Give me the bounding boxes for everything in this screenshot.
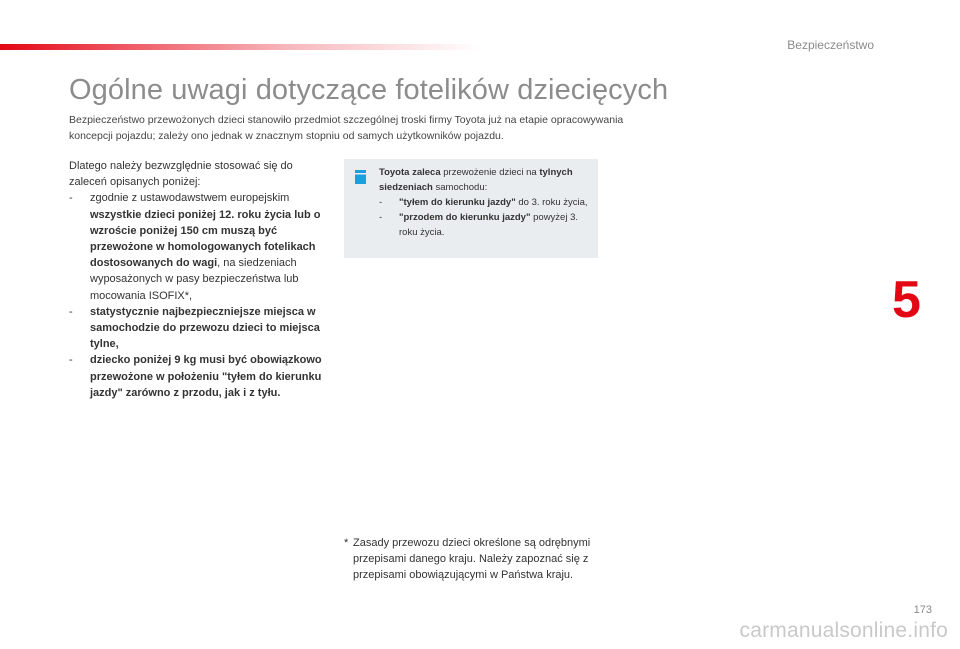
footnote-marker: *: [344, 537, 349, 549]
page-title: Ogólne uwagi dotyczące fotelików dziecięcych: [69, 74, 669, 106]
list-dash: -: [379, 212, 383, 223]
recommendations-column: [69, 158, 324, 401]
list-item: [69, 190, 324, 303]
info-text: [379, 165, 593, 240]
info-text-part: do 3. roku życia,: [515, 197, 588, 208]
footnote-text: Zasady przewozu dzieci określone są odrębnymi przepisami danego kraju. Należy zapoznać się z przepisami obowiązującymi w Państwa kraju.: [353, 537, 591, 581]
info-bold: tylnych siedzeniach: [379, 167, 573, 193]
info-list: [379, 195, 593, 240]
info-text-part: samochodu:: [432, 182, 488, 193]
chapter-number: 5: [892, 271, 921, 329]
list-item-bold: wszystkie dzieci poniżej 12. roku życia lub o wzroście poniżej 150 cm muszą być przewożone w homologowanych fotelikach dostosowanych do wagi: [90, 208, 321, 270]
recommendations-list: [69, 190, 324, 401]
list-item: [379, 210, 593, 240]
info-icon: [355, 170, 366, 184]
header-accent-bar: [0, 44, 480, 50]
info-box: [344, 159, 598, 258]
recommendations-lead: Dlatego należy bezwzględnie stosować się do zaleceń opisanych poniżej:: [69, 160, 293, 189]
list-item: [379, 195, 593, 210]
watermark: carmanualsonline.info: [739, 619, 948, 642]
list-item-bold: statystycznie najbezpieczniejsze miejsca w samochodzie do przewozu dzieci to miejsca tylne,: [90, 305, 320, 351]
section-label: Bezpieczeństwo: [787, 38, 874, 52]
list-dash: -: [69, 354, 73, 367]
page-number: 173: [913, 604, 932, 616]
info-bold: "tyłem do kierunku jazdy": [399, 197, 516, 208]
info-text-part: powyżej 3. roku życia.: [399, 212, 579, 238]
footnote: [344, 535, 604, 583]
list-dash: -: [69, 192, 73, 205]
list-item-text: zgodnie z ustawodawstwem europejskim: [90, 192, 290, 205]
intro-paragraph: Bezpieczeństwo przewożonych dzieci stanowiło przedmiot szczególnej troski firmy Toyota już na etapie opracowywania koncepcji pojazdu; zależy ono jednak w znacznym stopniu od samych użytkowników pojazdu.: [69, 114, 624, 142]
info-text-part: przewożenie dzieci na: [440, 167, 540, 178]
list-item-bold: dziecko poniżej 9 kg musi być obowiązkowo przewożone w położeniu "tyłem do kierunku jazdy" zarówno z przodu, jak i z tyłu.: [90, 354, 322, 399]
info-bold: "przodem do kierunku jazdy": [399, 212, 531, 223]
list-dash: -: [69, 305, 73, 318]
info-bold: Toyota zaleca: [379, 167, 441, 178]
list-item: [69, 352, 324, 401]
list-item: [69, 304, 324, 353]
list-item-text: , na siedzeniach wyposażonych w pasy bezpieczeństwa lub mocowania ISOFIX*,: [90, 257, 299, 302]
info-lead: [379, 165, 593, 195]
list-dash: -: [379, 197, 383, 208]
